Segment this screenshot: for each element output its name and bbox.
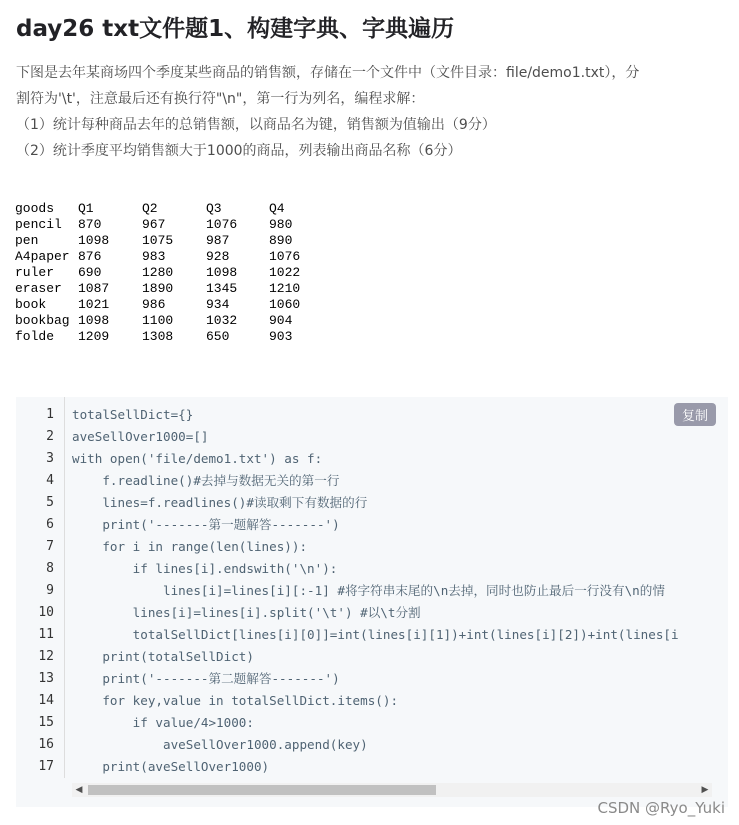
table-cell: 1060 xyxy=(269,297,301,312)
code-line: if value/4>1000: xyxy=(72,715,254,730)
horizontal-scrollbar[interactable] xyxy=(72,783,712,797)
scrollbar-thumb[interactable] xyxy=(88,785,436,795)
table-cell: book xyxy=(15,297,47,312)
line-number: 12 xyxy=(38,649,54,664)
table-cell: ruler xyxy=(15,265,55,280)
scroll-right-arrow-icon[interactable]: ▶ xyxy=(701,785,709,795)
table-cell: 928 xyxy=(206,249,230,264)
table-cell: 690 xyxy=(78,265,102,280)
table-cell: 903 xyxy=(269,329,293,344)
code-line: with open('file/demo1.txt') as f: xyxy=(72,451,323,466)
table-cell: 983 xyxy=(142,249,166,264)
line-number: 2 xyxy=(46,429,54,444)
table-cell: 876 xyxy=(78,249,102,264)
line-number: 16 xyxy=(38,737,54,752)
line-number: 6 xyxy=(46,517,54,532)
table-cell: 1098 xyxy=(78,233,110,248)
line-number: 8 xyxy=(46,561,54,576)
table-cell: 1210 xyxy=(269,281,301,296)
code-line: lines[i]=lines[i].split('\t') #以\t分割 xyxy=(72,605,421,620)
header-cell: goods xyxy=(15,201,55,216)
code-line: aveSellOver1000.append(key) xyxy=(72,737,368,752)
table-cell: 1021 xyxy=(78,297,110,312)
table-cell: bookbag xyxy=(15,313,70,328)
code-line: print(totalSellDict) xyxy=(72,649,254,664)
code-line: for key,value in totalSellDict.items(): xyxy=(72,693,399,708)
watermark: CSDN @Ryo_Yuki xyxy=(597,799,725,817)
line-number: 5 xyxy=(46,495,54,510)
line-number: 11 xyxy=(38,627,54,642)
table-cell: 987 xyxy=(206,233,230,248)
table-cell: 1100 xyxy=(142,313,174,328)
description-line-1: 下图是去年某商场四个季度某些商品的销售额，存储在一个文件中（文件目录：file/demo1.txt），分 xyxy=(16,65,640,81)
line-number: 17 xyxy=(38,759,54,774)
sales-data-table xyxy=(15,201,329,345)
table-cell: 934 xyxy=(206,297,230,312)
table-cell: 1098 xyxy=(206,265,238,280)
code-line: totalSellDict={} xyxy=(72,407,194,422)
code-line: f.readline()#去掉与数据无关的第一行 xyxy=(72,473,340,488)
code-line: lines=f.readlines()#读取剩下有数据的行 xyxy=(72,495,368,510)
table-cell: 967 xyxy=(142,217,166,232)
code-line: for i in range(len(lines)): xyxy=(72,539,308,554)
table-cell: eraser xyxy=(15,281,62,296)
table-cell: A4paper xyxy=(15,249,70,264)
table-cell: 1075 xyxy=(142,233,174,248)
table-row xyxy=(15,233,329,249)
table-cell: 1890 xyxy=(142,281,174,296)
line-number: 7 xyxy=(46,539,54,554)
table-cell: 890 xyxy=(269,233,293,248)
header-cell: Q4 xyxy=(269,201,285,216)
header-cell: Q1 xyxy=(78,201,94,216)
line-number-gutter xyxy=(16,397,65,778)
code-line: totalSellDict[lines[i][0]]=int(lines[i][1])+int(lines[i][2])+int(lines[i xyxy=(72,627,679,642)
table-cell: 1032 xyxy=(206,313,238,328)
table-cell: 1308 xyxy=(142,329,174,344)
table-row xyxy=(15,217,329,233)
table-cell: 1087 xyxy=(78,281,110,296)
table-cell: 1345 xyxy=(206,281,238,296)
line-number: 3 xyxy=(46,451,54,466)
code-line: aveSellOver1000=[] xyxy=(72,429,209,444)
line-number: 4 xyxy=(46,473,54,488)
table-cell: 1209 xyxy=(78,329,110,344)
description-line-4: （2）统计季度平均销售额大于1000的商品，列表输出商品名称（6分） xyxy=(16,143,462,159)
line-number: 13 xyxy=(38,671,54,686)
table-cell: 904 xyxy=(269,313,293,328)
line-number: 15 xyxy=(38,715,54,730)
table-cell: folde xyxy=(15,329,55,344)
table-row xyxy=(15,297,329,313)
table-cell: 1076 xyxy=(269,249,301,264)
table-cell: 870 xyxy=(78,217,102,232)
table-cell: pen xyxy=(15,233,39,248)
page-title: day26 txt文件题1、构建字典、字典遍历 xyxy=(16,16,455,42)
table-cell: 650 xyxy=(206,329,230,344)
header-cell: Q3 xyxy=(206,201,222,216)
table-row xyxy=(15,281,329,297)
code-line: print(aveSellOver1000) xyxy=(72,759,270,774)
table-row xyxy=(15,313,329,329)
table-cell: pencil xyxy=(15,217,62,232)
code-block xyxy=(16,397,728,807)
table-cell: 1022 xyxy=(269,265,301,280)
table-row xyxy=(15,249,329,265)
header-cell: Q2 xyxy=(142,201,158,216)
code-line: lines[i]=lines[i][:-1] #将字符串末尾的\n去掉，同时也防止最后一行没有\n的情 xyxy=(72,583,665,598)
table-cell: 1076 xyxy=(206,217,238,232)
table-cell: 986 xyxy=(142,297,166,312)
table-cell: 980 xyxy=(269,217,293,232)
line-number: 10 xyxy=(38,605,54,620)
line-number: 1 xyxy=(46,407,54,422)
table-cell: 1098 xyxy=(78,313,110,328)
table-cell: 1280 xyxy=(142,265,174,280)
table-header-row xyxy=(15,201,329,217)
table-row xyxy=(15,265,329,281)
copy-button[interactable]: 复制 xyxy=(674,403,716,426)
description-line-2: 割符为'\t'，注意最后还有换行符"\n"，第一行为列名，编程求解： xyxy=(16,91,425,107)
description-line-3: （1）统计每种商品去年的总销售额，以商品名为键，销售额为值输出（9分） xyxy=(16,117,496,133)
table-row xyxy=(15,329,329,345)
line-number: 14 xyxy=(38,693,54,708)
scroll-left-arrow-icon[interactable]: ◀ xyxy=(75,785,83,795)
code-line: print('-------第二题解答-------') xyxy=(72,671,340,686)
line-number: 9 xyxy=(46,583,54,598)
code-line: if lines[i].endswith('\n'): xyxy=(72,561,338,576)
code-line: print('-------第一题解答-------') xyxy=(72,517,340,532)
